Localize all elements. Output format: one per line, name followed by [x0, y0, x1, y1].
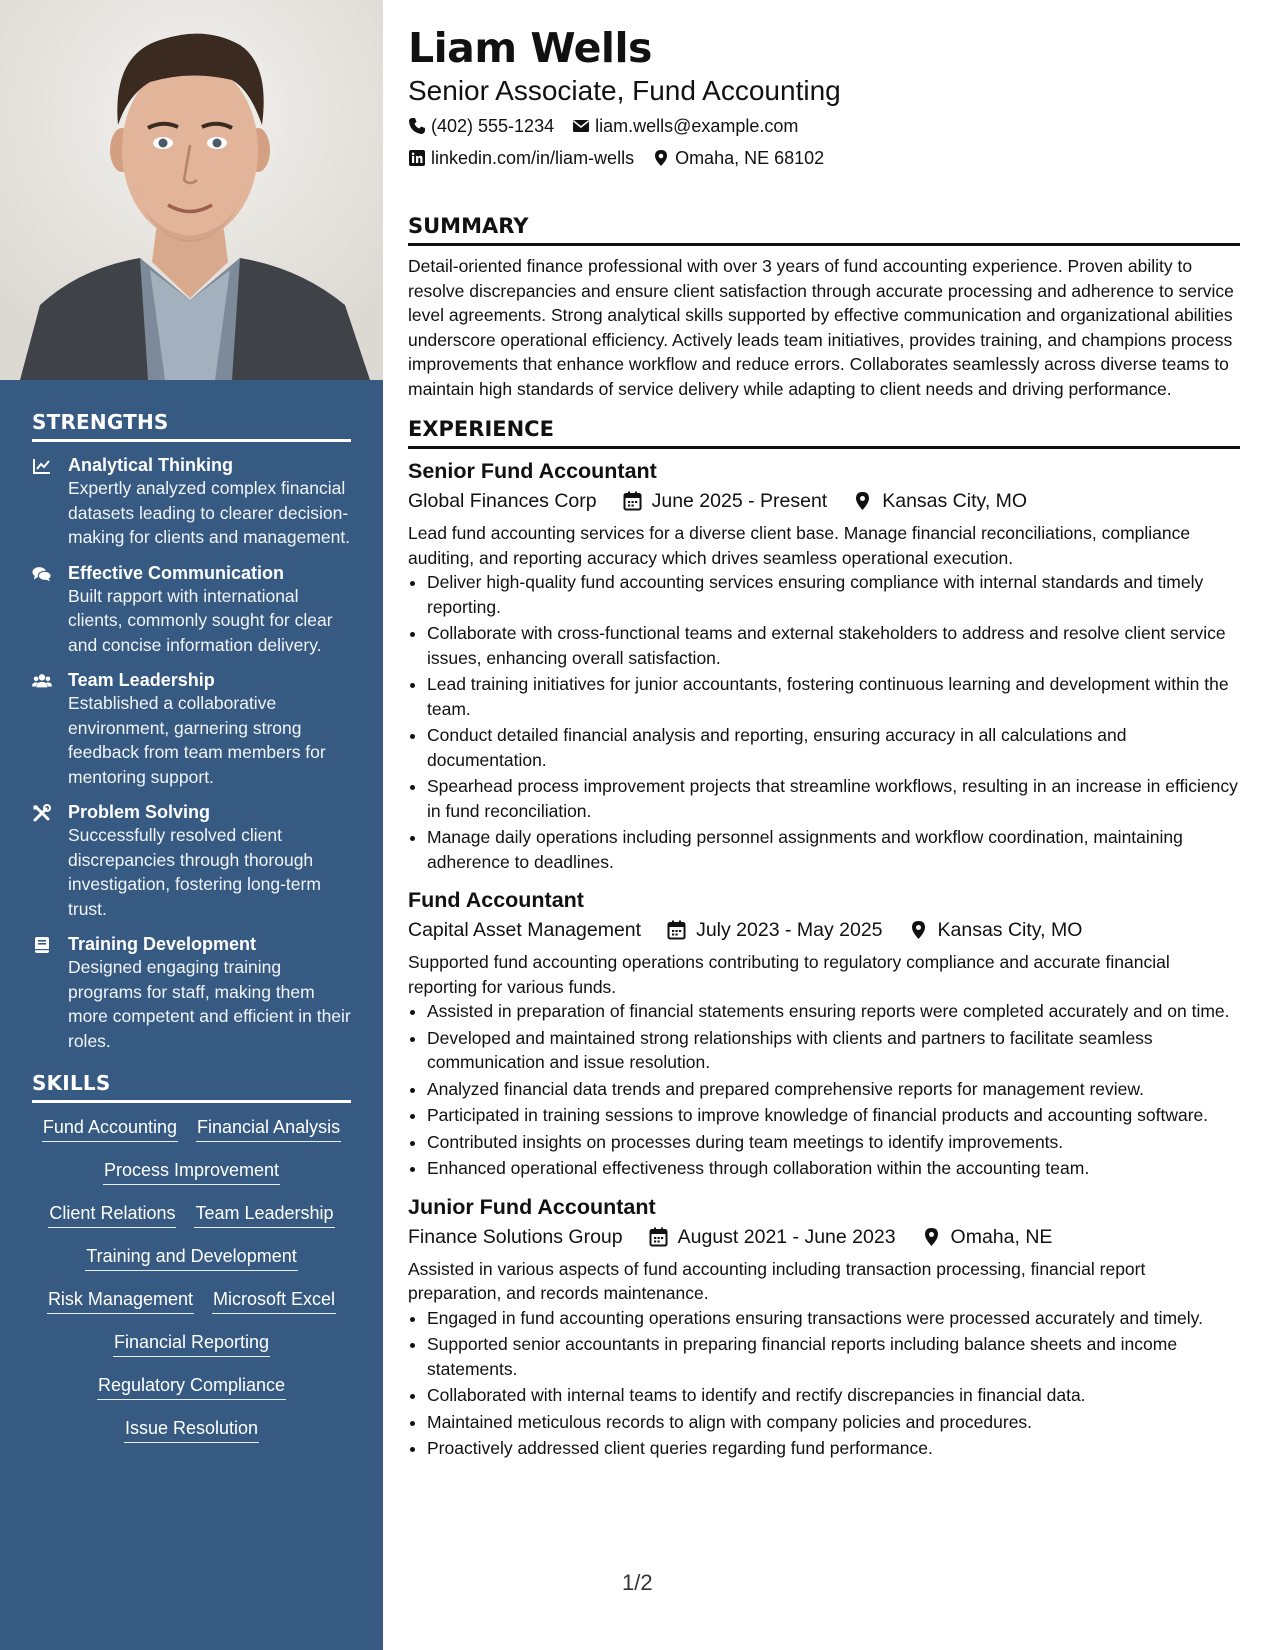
- summary-text: Detail-oriented finance professional with over 3 years of fund accounting experience. Proven ability to resolve discrepancies and ensure client satisfaction through accurate processing and adherence to service level agreements. Strong analytical skills supported by effective communication and organizational abilities underscore operational efficiency. Actively leads team initiatives, provides training, and champions process improvements that enhance workflow and reduce errors. Collaborates seamlessly across diverse teams to maintain high standards of service delivery while adapting to client needs and driving performance.: [408, 256, 1234, 399]
- phone-contact[interactable]: [408, 114, 554, 138]
- main-content: [408, 22, 1240, 1473]
- job-bullet: • Developed and maintained strong relationships with clients and partners to facilitate seamless communication and issue resolution.: [427, 1026, 1240, 1075]
- strength-desc: Expertly analyzed complex financial datasets leading to clearer decision-making for clients and management.: [68, 478, 351, 547]
- job-meta: [408, 916, 1240, 944]
- summary-section: [408, 212, 1240, 401]
- job-summary: Supported fund accounting operations contributing to regulatory compliance and accurate financial reporting for various funds.: [408, 952, 1170, 997]
- job-entry: [408, 1193, 1240, 1461]
- location-text: Omaha, NE 68102: [675, 148, 825, 168]
- calendar-icon: [623, 491, 642, 511]
- job-bullet: • Analyzed financial data trends and prepared comprehensive reports for management review.: [427, 1077, 1240, 1102]
- job-location: Kansas City, MO: [882, 490, 1028, 512]
- job-entry: [408, 457, 1240, 874]
- job-bullet: • Participated in training sessions to improve knowledge of financial products and accounting software.: [427, 1103, 1240, 1128]
- skill-tag: Training and Development: [85, 1244, 297, 1271]
- map-marker-icon: [652, 149, 670, 167]
- job-title: Senior Fund Accountant: [408, 459, 657, 483]
- job-bullets: [408, 1306, 1240, 1461]
- chart-line-icon: [32, 454, 54, 550]
- map-marker-icon: [909, 920, 928, 940]
- job-location: Kansas City, MO: [937, 919, 1083, 941]
- job-bullets: [408, 999, 1240, 1181]
- experience-heading: EXPERIENCE: [408, 415, 1240, 449]
- strength-item: [32, 933, 351, 1053]
- strength-title: Analytical Thinking: [68, 455, 234, 475]
- skill-tag: Risk Management: [47, 1287, 194, 1314]
- job-summary: Lead fund accounting services for a diverse client base. Manage financial reconciliations, compliance auditing, and reporting accuracy which drives seamless operational execution.: [408, 523, 1191, 568]
- job-location: Omaha, NE: [950, 1225, 1053, 1248]
- strengths-heading: STRENGTHS: [32, 410, 351, 442]
- job-bullet: • Manage daily operations including personnel assignments and workflow coordination, maintaining adherence to deadlines.: [427, 825, 1240, 874]
- skill-tag: Fund Accounting: [42, 1115, 178, 1142]
- job-summary: Assisted in various aspects of fund accounting including transaction processing, financial report preparation, and records maintenance.: [408, 1258, 1146, 1303]
- summary-heading: SUMMARY: [408, 212, 1240, 246]
- job-title: Fund Accountant: [408, 888, 584, 912]
- linkedin-text: linkedin.com/in/liam-wells: [431, 148, 635, 168]
- skill-tag: Client Relations: [48, 1201, 176, 1228]
- strength-desc: Successfully resolved client discrepancies through thorough investigation, fostering long-term trust.: [68, 825, 321, 919]
- strength-item: [32, 454, 351, 550]
- job-bullet: • Supported senior accountants in preparing financial reports including balance sheets and income statements.: [427, 1332, 1240, 1381]
- linkedin-icon: [408, 149, 426, 167]
- job-dates: August 2021 - June 2023: [677, 1225, 896, 1248]
- skill-tag: Financial Analysis: [196, 1115, 341, 1142]
- skills-list: [32, 1115, 351, 1443]
- page-number: 1/2: [622, 1570, 653, 1595]
- job-bullet: • Enhanced operational effectiveness through collaboration within the accounting team.: [427, 1156, 1240, 1181]
- linkedin-contact[interactable]: [408, 146, 634, 170]
- job-bullet: • Lead training initiatives for junior accountants, fostering continuous learning and development within the team.: [427, 672, 1240, 721]
- book-icon: [32, 933, 54, 1053]
- company-name: Finance Solutions Group: [408, 1225, 623, 1248]
- job-bullet: • Contributed insights on processes during team meetings to identify improvements.: [427, 1130, 1240, 1155]
- job-bullet: • Engaged in fund accounting operations ensuring transactions were processed accurately and timely.: [427, 1306, 1240, 1331]
- strength-desc: Designed engaging training programs for staff, making them more competent and efficient in their roles.: [68, 957, 351, 1051]
- company-name: Capital Asset Management: [408, 919, 642, 941]
- strength-title: Training Development: [68, 934, 257, 954]
- job-bullet: • Proactively addressed client queries regarding fund performance.: [427, 1436, 1240, 1461]
- phone-icon: [408, 117, 426, 135]
- calendar-icon: [667, 920, 686, 940]
- skill-tag: Issue Resolution: [124, 1416, 259, 1443]
- skill-tag: Financial Reporting: [113, 1330, 270, 1357]
- strength-desc: Established a collaborative environment, garnering strong feedback from team members for mentoring support.: [68, 693, 326, 787]
- strength-item: [32, 562, 351, 658]
- strength-item: [32, 669, 351, 789]
- strength-title: Team Leadership: [68, 670, 215, 690]
- job-entry: [408, 886, 1240, 1181]
- contact-row: [408, 146, 1240, 170]
- candidate-name: Liam Wells: [408, 24, 652, 72]
- profile-photo: [0, 0, 383, 380]
- sidebar: [0, 0, 383, 1650]
- skill-tag: Microsoft Excel: [212, 1287, 336, 1314]
- skill-tag: Process Improvement: [103, 1158, 280, 1185]
- experience-section: [408, 415, 1240, 1461]
- strength-title: Problem Solving: [68, 802, 211, 822]
- map-marker-icon: [922, 1227, 941, 1247]
- job-dates: June 2025 - Present: [651, 490, 828, 512]
- job-dates: July 2023 - May 2025: [696, 919, 883, 941]
- job-bullets: [408, 570, 1240, 874]
- strength-desc: Built rapport with international clients, commonly sought for clear and concise information delivery.: [68, 585, 333, 655]
- skill-tag: Regulatory Compliance: [97, 1373, 286, 1400]
- job-bullet: • Spearhead process improvement projects that streamline workflows, resulting in an increase in efficiency in fund reconciliation.: [427, 774, 1240, 823]
- contact-row: [408, 114, 1240, 138]
- envelope-icon: [572, 117, 590, 135]
- company-name: Global Finances Corp: [408, 490, 597, 512]
- calendar-icon: [649, 1227, 668, 1247]
- job-bullet: • Deliver high-quality fund accounting services ensuring compliance with internal standards and timely reporting.: [427, 570, 1240, 619]
- users-icon: [32, 669, 54, 789]
- job-meta: [408, 1223, 1240, 1251]
- strength-title: Effective Communication: [68, 562, 285, 583]
- map-marker-icon: [853, 491, 872, 511]
- job-bullet: • Collaborate with cross-functional teams and external stakeholders to address and resolve client service issues, enhancing overall satisfaction.: [427, 621, 1240, 670]
- tools-icon: [32, 801, 54, 921]
- job-title: Junior Fund Accountant: [408, 1194, 656, 1219]
- phone-text: (402) 555-1234: [431, 116, 555, 136]
- comments-icon: [32, 562, 54, 658]
- strength-item: [32, 801, 351, 921]
- skills-heading: SKILLS: [32, 1071, 351, 1103]
- candidate-role: Senior Associate, Fund Accounting: [408, 75, 841, 106]
- email-text: liam.wells@example.com: [595, 116, 799, 136]
- location-contact: [652, 146, 824, 170]
- job-bullet: • Assisted in preparation of financial statements ensuring reports were completed accurately and on time.: [427, 999, 1240, 1024]
- job-meta: [408, 487, 1240, 515]
- email-contact[interactable]: [572, 114, 798, 138]
- skill-tag: Team Leadership: [194, 1201, 334, 1228]
- job-bullet: • Maintained meticulous records to align with company policies and procedures.: [427, 1410, 1240, 1435]
- job-bullet: • Conduct detailed financial analysis and reporting, ensuring accuracy in all calculations and documentation.: [427, 723, 1240, 772]
- job-bullet: • Collaborated with internal teams to identify and rectify discrepancies in financial data.: [427, 1383, 1240, 1408]
